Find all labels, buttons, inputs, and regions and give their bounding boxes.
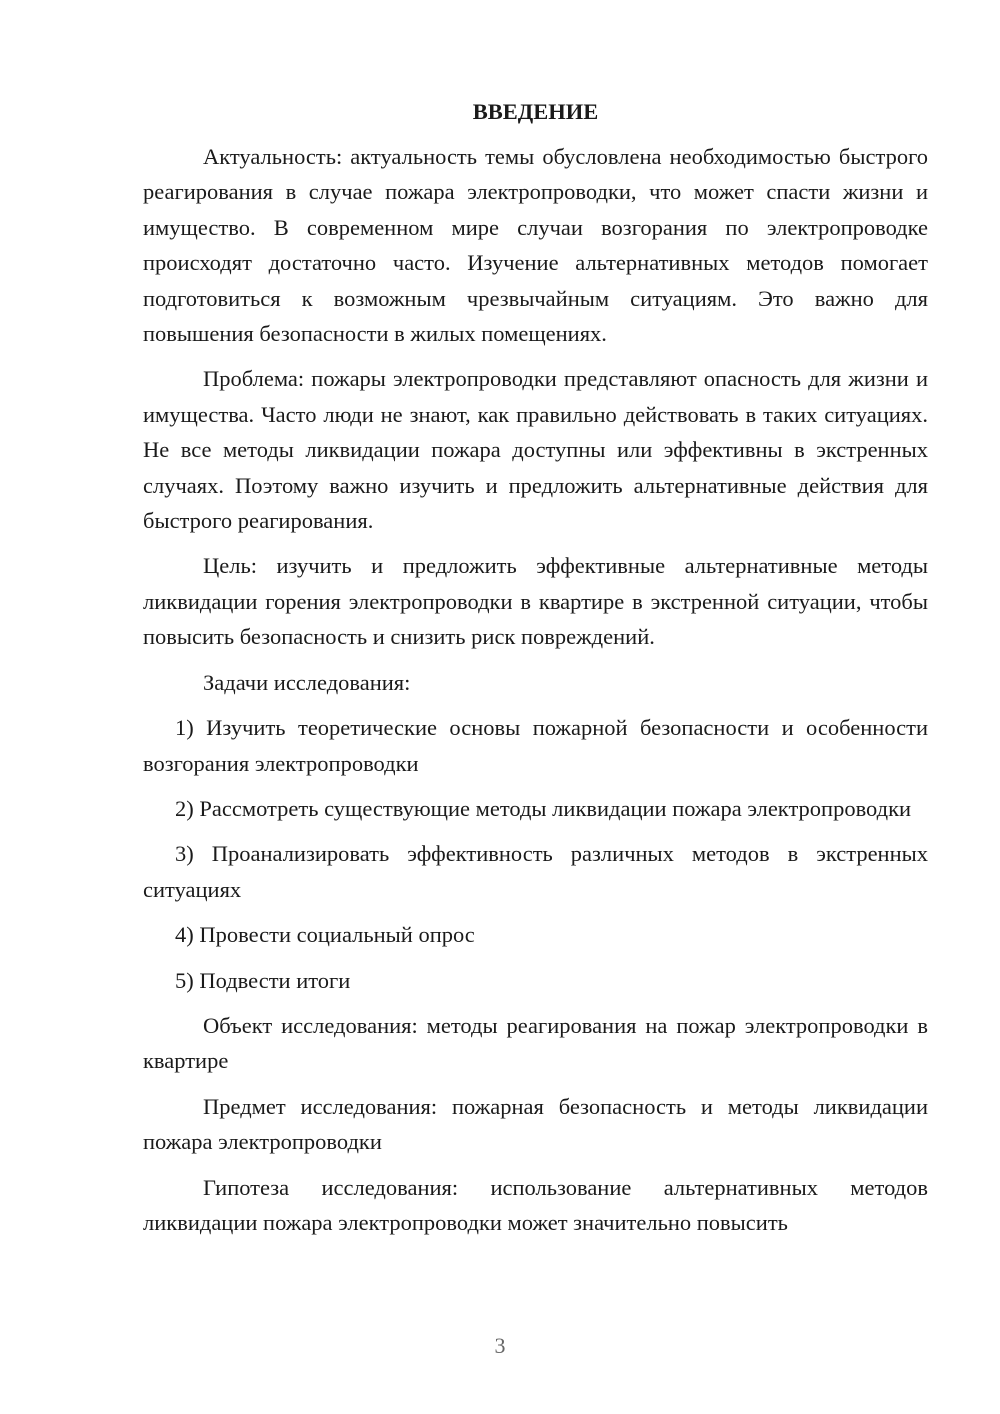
hypothesis-paragraph: Гипотеза исследования: использование альтернативных методов ликвидации пожара электропроводки может значительно повысить (143, 1174, 928, 1235)
relevance-paragraph: Актуальность: актуальность темы обусловлена необходимостью быстрого реагирования в случае пожара электропроводки, что может спасти жизни и имущество. В современном мире случаи возгорания по электропроводке происходят достаточно часто. Изучение альтернативных методов помогает подготовиться к возможным чрезвычайным ситуациям. Это важно для повышения безопасности в жилых помещениях. (143, 144, 928, 347)
page-number: 3 (494, 1333, 506, 1358)
tasks-heading: Задачи исследования: (203, 669, 411, 695)
goal-paragraph: Цель: изучить и предложить эффективные альтернативные методы ликвидации горения электропроводки в квартире в экстренной ситуации, чтобы повысить безопасность и снизить риск повреждений. (143, 553, 928, 650)
task-item-5: 5) Подвести итоги (175, 967, 351, 993)
task-item-2: 2) Рассмотреть существующие методы ликвидации пожара электропроводки (175, 795, 912, 821)
problem-paragraph: Проблема: пожары электропроводки представляют опасность для жизни и имущества. Часто люди не знают, как правильно действовать в таких ситуациях. Не все методы ликвидации пожара доступны или эффективны в экстренных случаях. Поэтому важно изучить и предложить альтернативные действия для быстрого реагирования. (143, 366, 928, 534)
task-item-1: 1) Изучить теоретические основы пожарной безопасности и особенности возгорания электропроводки (143, 715, 928, 776)
page-title: ВВЕДЕНИЕ (472, 99, 599, 124)
page-content (143, 94, 928, 1250)
object-paragraph: Объект исследования: методы реагирования на пожар электропроводки в квартире (143, 1012, 928, 1074)
task-item-3: 3) Проанализировать эффективность различных методов в экстренных ситуациях (143, 841, 928, 902)
subject-paragraph: Предмет исследования: пожарная безопасность и методы ликвидации пожара электропроводки (143, 1093, 928, 1155)
task-item-4: 4) Провести социальный опрос (175, 922, 475, 948)
